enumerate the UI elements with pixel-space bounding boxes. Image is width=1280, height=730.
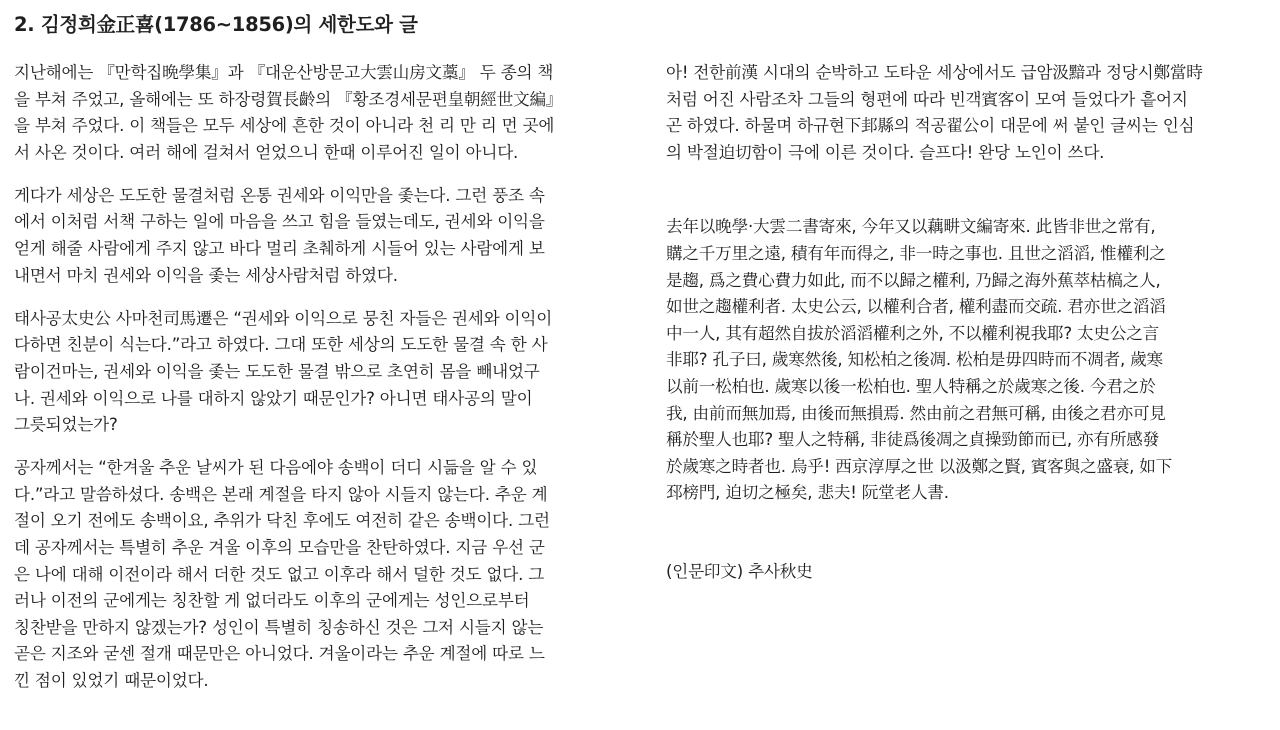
text-line: 去年以晚學·大雲二書寄來, 今年又以藕畊文編寄來. 此皆非世之常有, bbox=[666, 217, 1156, 237]
text-line: 태사공太史公 사마천司馬遷은 “권세와 이익으로 뭉친 자들은 권세와 이익이 bbox=[14, 308, 553, 328]
korean-translation-column bbox=[14, 60, 629, 695]
text-line: 내면서 마치 권세와 이익을 좇는 세상사람처럼 하였다. bbox=[14, 265, 398, 285]
text-line: 나. 권세와 이익으로 나를 대하지 않았기 때문인가? 아니면 태사공의 말이 bbox=[14, 388, 533, 408]
text-line: 서 사온 것이다. 여러 해에 걸쳐서 얻었으니 한때 이루어진 일이 아니다. bbox=[14, 142, 519, 162]
text-line: 게다가 세상은 도도한 물결처럼 온통 권세와 이익만을 좇는다. 그런 풍조 속 bbox=[14, 185, 545, 205]
text-line: 購之千万里之遠, 積有年而得之, 非一時之事也. 且世之滔滔, 惟權利之 bbox=[666, 243, 1166, 263]
text-line: 다.”라고 말씀하셨다. 송백은 본래 계절을 타지 않아 시들지 않는다. 추운 계 bbox=[14, 484, 548, 504]
text-line: 是趨, 爲之費心費力如此, 而不以歸之權利, 乃歸之海外蕉萃枯槁之人, bbox=[666, 270, 1161, 290]
text-line: 얻게 해줄 사람에게 주지 않고 바다 멀리 초췌하게 시들어 있는 사람에게 보 bbox=[14, 239, 545, 259]
korean-paragraph-5 bbox=[666, 60, 1276, 166]
text-line: 람이건마는, 권세와 이익을 좇는 도도한 물결 밖으로 초연히 몸을 빼내었구 bbox=[14, 361, 540, 381]
korean-paragraph-1 bbox=[14, 60, 629, 166]
text-line: (인문印文) 추사秋史 bbox=[666, 561, 813, 581]
text-line: 공자께서는 “한겨울 추운 날씨가 된 다음에야 송백이 더디 시듦을 알 수 있 bbox=[14, 458, 538, 478]
text-line: 처럼 어진 사람조차 그들의 형편에 따라 빈객賓客이 모여 들었다가 흩어지 bbox=[666, 89, 1188, 109]
text-line: 邳榜門, 迫切之極矣, 悲夫! 阮堂老人書. bbox=[666, 483, 949, 503]
hanmun-original-paragraph bbox=[666, 214, 1276, 507]
text-line: 의 박절迫切함이 극에 이른 것이다. 슬프다! 완당 노인이 쓰다. bbox=[666, 142, 1105, 162]
text-line: 於歲寒之時者也. 烏乎! 西京淳厚之世 以汲鄭之賢, 賓客與之盛衰, 如下 bbox=[666, 456, 1173, 476]
text-line: 지난해에는 『만학집晩學集』과 『대운산방문고大雲山房文藁』 두 종의 책 bbox=[14, 63, 554, 82]
text-line: 을 부쳐 주었고, 올해에는 또 하장령賀長齡의 『황조경세문편皇朝經世文編』 bbox=[14, 89, 563, 109]
seal-inscription-note bbox=[666, 559, 1276, 586]
text-line: 곧은 지조와 굳센 절개 때문만은 아니었다. 겨울이라는 추운 계절에 따로 느 bbox=[14, 644, 545, 664]
text-line: 그릇되었는가? bbox=[14, 415, 118, 435]
text-line: 中一人, 其有超然自拔於滔滔權利之外, 不以權利視我耶? 太史公之言 bbox=[666, 323, 1160, 343]
original-text-column bbox=[666, 60, 1276, 586]
korean-paragraph-4 bbox=[14, 455, 629, 694]
korean-paragraph-3 bbox=[14, 306, 629, 439]
text-line: 칭찬받을 만하지 않겠는가? 성인이 특별히 칭송하신 것은 그저 시들지 않는 bbox=[14, 617, 544, 637]
korean-paragraph-2 bbox=[14, 183, 629, 289]
text-line: 以前一松柏也. 歲寒以後一松柏也. 聖人特稱之於歲寒之後. 今君之於 bbox=[666, 376, 1156, 396]
text-line: 러나 이전의 군에게는 칭찬할 게 없더라도 이후의 군에게는 성인으로부터 bbox=[14, 591, 530, 611]
text-line: 我, 由前而無加焉, 由後而無損焉. 然由前之君無可稱, 由後之君亦可見 bbox=[666, 403, 1166, 423]
text-line: 데 공자께서는 특별히 추운 겨울 이후의 모습만을 찬탄하였다. 지금 우선 군 bbox=[14, 538, 545, 557]
text-line: 낀 점이 있었기 때문이었다. bbox=[14, 670, 209, 690]
text-line: 은 나에 대해 이전이라 해서 더한 것도 없고 이후라 해서 덜한 것도 없다. 그 bbox=[14, 564, 545, 584]
text-line: 을 부쳐 주었다. 이 책들은 모두 세상에 흔한 것이 아니라 천 리 만 리 먼 곳에 bbox=[14, 116, 555, 136]
text-line: 아! 전한前漢 시대의 순박하고 도타운 세상에서도 급암汲黯과 정당시鄭當時 bbox=[666, 63, 1203, 82]
text-line: 如世之趨權利者. 太史公云, 以權利合者, 權利盡而交疏. 君亦世之滔滔 bbox=[666, 297, 1166, 317]
page-title: 2. 김정희金正喜(1786~1856)의 세한도와 글 bbox=[14, 13, 418, 36]
text-line: 곤 하였다. 하물며 하규현下邽縣의 적공翟公이 대문에 써 붙인 글씨는 인심 bbox=[666, 116, 1195, 136]
text-line: 절이 오기 전에도 송백이요, 추위가 닥친 후에도 여전히 같은 송백이다. 그런 bbox=[14, 511, 550, 531]
text-line: 稱於聖人也耶? 聖人之特稱, 非徒爲後凋之貞操勁節而已, 亦有所感發 bbox=[666, 430, 1160, 450]
text-line: 非耶? 孔子曰, 歲寒然後, 知松柏之後凋. 松柏是毋四時而不凋者, 歲寒 bbox=[666, 350, 1163, 370]
text-line: 에서 이처럼 서책 구하는 일에 마음을 쓰고 힘을 들였는데도, 권세와 이익을 bbox=[14, 212, 545, 232]
text-line: 다하면 친분이 식는다.”라고 하였다. 그대 또한 세상의 도도한 물결 속 한 사 bbox=[14, 335, 548, 355]
